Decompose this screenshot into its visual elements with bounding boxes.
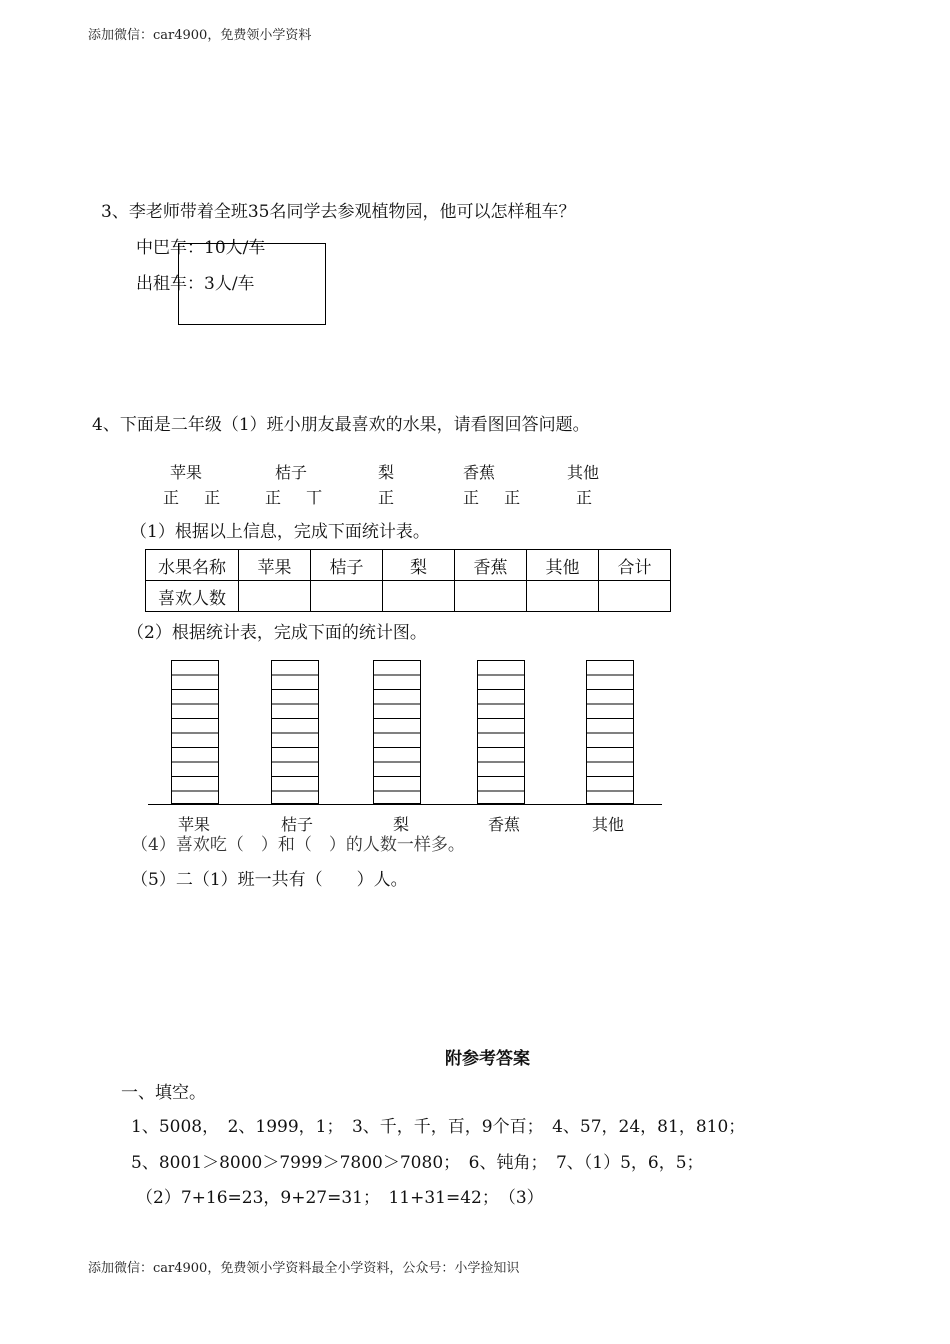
taxi-rate: 出租车：3人/车 — [136, 274, 255, 294]
tally-marks: 正 正 — [163, 488, 231, 507]
answers-title: 附参考答案 — [445, 1049, 530, 1069]
answers-line-2: 5、8001＞8000＞7999＞7800＞7080； 6、钝角； 7、（1）5，6，5； — [131, 1153, 704, 1173]
bar-column — [171, 660, 219, 804]
bar-column — [477, 660, 525, 804]
page-header: 添加微信：car4900，免费领小学资料 — [88, 28, 312, 43]
table-header-cell: 梨 — [383, 550, 455, 581]
subquestion-2: （2）根据统计表，完成下面的统计图。 — [127, 623, 427, 643]
table-header-cell: 香蕉 — [455, 550, 527, 581]
tally-fruit: 桔子 — [275, 463, 308, 482]
question-3-title: 3、李老师带着全班35名同学去参观植物园，他可以怎样租车？ — [101, 202, 576, 222]
tally-fruit: 苹果 — [170, 463, 203, 482]
page-footer: 添加微信：car4900，免费领小学资料最全小学资料，公众号：小学捡知识 — [88, 1261, 520, 1276]
table-header-cell: 合计 — [599, 550, 671, 581]
blank-cell[interactable] — [599, 581, 671, 612]
tally-marks: 正 — [378, 488, 405, 507]
bus-rate: 中巴车：10人/车 — [136, 238, 266, 258]
chart-label: 苹果 — [178, 812, 210, 835]
blank-cell[interactable] — [311, 581, 383, 612]
chart-label: 其他 — [592, 812, 624, 835]
question-4-title: 4、下面是二年级（1）班小朋友最喜欢的水果，请看图回答问题。 — [92, 415, 590, 435]
blank-cell[interactable] — [527, 581, 599, 612]
table-header-cell: 其他 — [527, 550, 599, 581]
tally-fruit: 梨 — [378, 463, 395, 482]
table-row-label: 喜欢人数 — [146, 581, 239, 612]
answers-line-1: 1、5008， 2、1999，1； 3、千，千，百，9个百； 4、57，24，81，810； — [131, 1117, 746, 1137]
bar-column — [271, 660, 319, 804]
tally-marks: 正 — [576, 488, 603, 507]
tally-fruit: 其他 — [567, 463, 600, 482]
chart-label: 梨 — [393, 812, 409, 835]
table-row — [146, 581, 671, 612]
table-header-row — [146, 550, 671, 581]
tally-fruit: 香蕉 — [463, 463, 496, 482]
blank-cell[interactable] — [455, 581, 527, 612]
blank-cell[interactable] — [239, 581, 311, 612]
answers-line-3: （2）7+16=23，9+27=31； 11+31=42； （3） — [136, 1188, 544, 1208]
subquestion-5: （5）二（1）班一共有（ ）人。 — [131, 870, 408, 890]
subquestion-1: （1）根据以上信息，完成下面统计表。 — [130, 522, 430, 542]
tally-marks: 正 丅 — [265, 488, 333, 507]
bar-column — [586, 660, 634, 804]
tally-marks: 正 正 — [463, 488, 531, 507]
blank-cell[interactable] — [383, 581, 455, 612]
subquestion-4: （4）喜欢吃（ ）和（ ）的人数一样多。 — [131, 835, 465, 855]
answers-section: 一、填空。 — [121, 1083, 206, 1103]
chart-label: 香蕉 — [488, 812, 520, 835]
bar-column — [373, 660, 421, 804]
table-header-cell: 苹果 — [239, 550, 311, 581]
chart-baseline — [148, 804, 662, 805]
answer-box — [178, 243, 326, 325]
chart-label: 桔子 — [281, 812, 313, 835]
table-header-cell: 水果名称 — [146, 550, 239, 581]
statistics-table — [145, 549, 671, 612]
table-header-cell: 桔子 — [311, 550, 383, 581]
